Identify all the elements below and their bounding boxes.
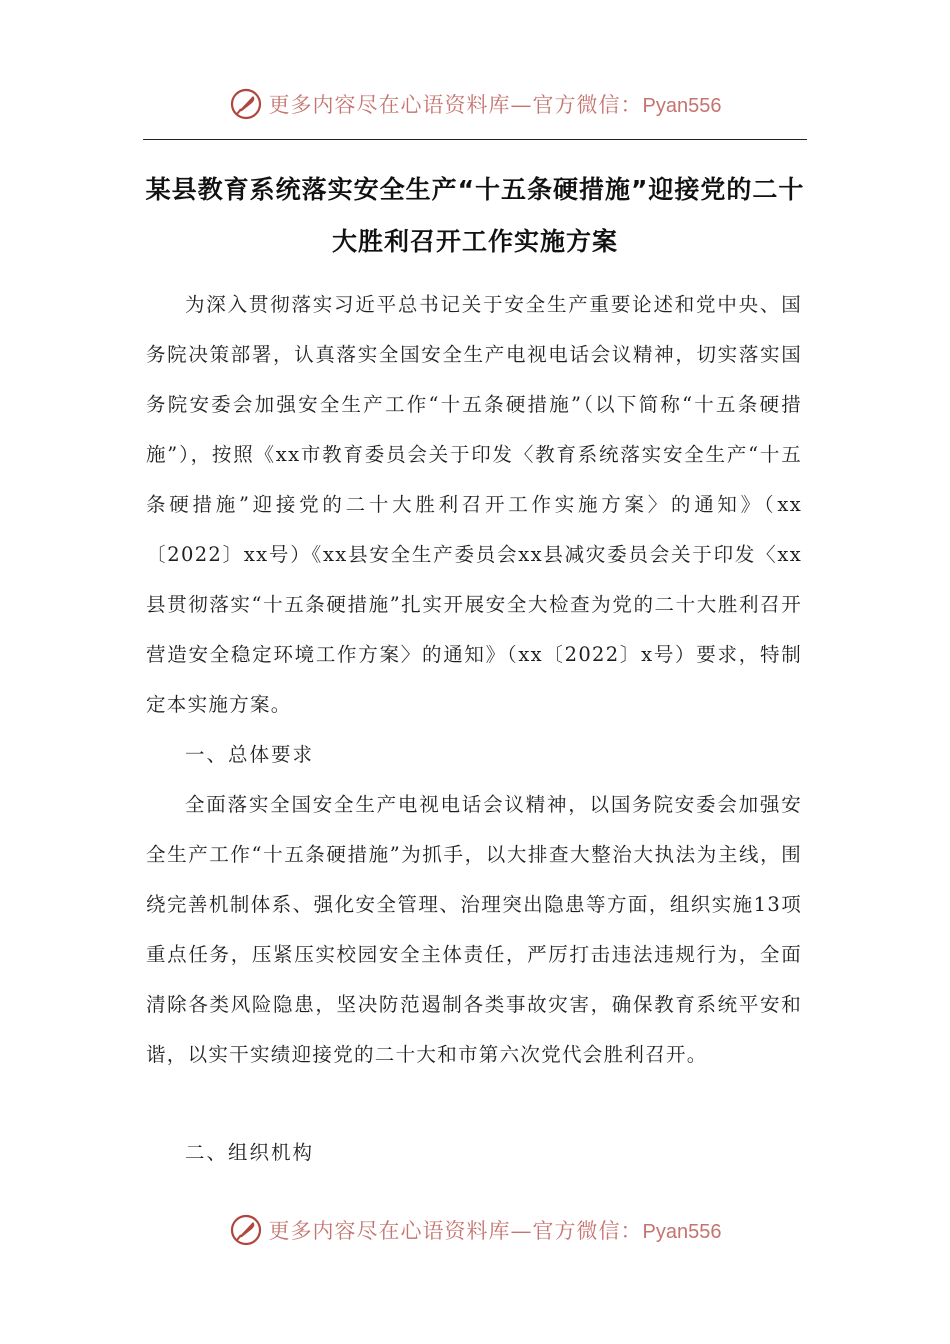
footer-banner — [0, 1206, 950, 1254]
banner-label: 更多内容尽在心语资料库—官方微信： — [268, 1219, 643, 1243]
section-heading-2: 二、组织机构 — [185, 1141, 315, 1164]
quill-logo-icon — [229, 1213, 263, 1247]
header-divider — [143, 139, 807, 140]
banner-brand: Pyan556 — [642, 95, 722, 117]
banner-label: 更多内容尽在心语资料库—官方微信： — [268, 93, 643, 117]
section-heading-1: 一、总体要求 — [185, 743, 315, 766]
document-body — [146, 280, 802, 1080]
banner-text — [269, 89, 722, 119]
document-title: 某县教育系统落实安全生产“十五条硬措施”迎接党的二十大胜利召开工作实施方案 — [145, 175, 805, 256]
header-banner — [0, 80, 950, 128]
paragraph-general-requirements: 全面落实全国安全生产电视电话会议精神，以国务院安委会加强安全生产工作“十五条硬措施”为抓手，以大排查大整治大执法为主线，围绕完善机制体系、强化安全管理、治理突出隐患等方面，组织实施13项重点任务，压紧压实校园安全主体责任，严厉打击违法违规行为，全面清除各类风险隐患，坚决防范遏制各类事故灾害，确保教育系统平安和谐，以实干实绩迎接党的二十大和市第六次党代会胜利召开。 — [146, 793, 802, 1066]
paragraph-intro: 为深入贯彻落实习近平总书记关于安全生产重要论述和党中央、国务院决策部署，认真落实全国安全生产电视电话会议精神，切实落实国务院安委会加强安全生产工作“十五条硬措施”（以下简称“十五条硬措施”），按照《xx市教育委员会关于印发〈教育系统落实安全生产“十五条硬措施”迎接党的二十大胜利召开工作实施方案〉的通知》（xx〔2022〕xx号）《xx县安全生产委员会xx县减灾委员会关于印发〈xx县贯彻落实“十五条硬措施”扎实开展安全大检查为党的二十大胜利召开营造安全稳定环境工作方案〉的通知》（xx〔2022〕x号）要求，特制定本实施方案。 — [146, 293, 802, 716]
banner-brand: Pyan556 — [642, 1221, 722, 1243]
quill-logo-icon — [229, 87, 263, 121]
banner-text — [269, 1215, 722, 1245]
